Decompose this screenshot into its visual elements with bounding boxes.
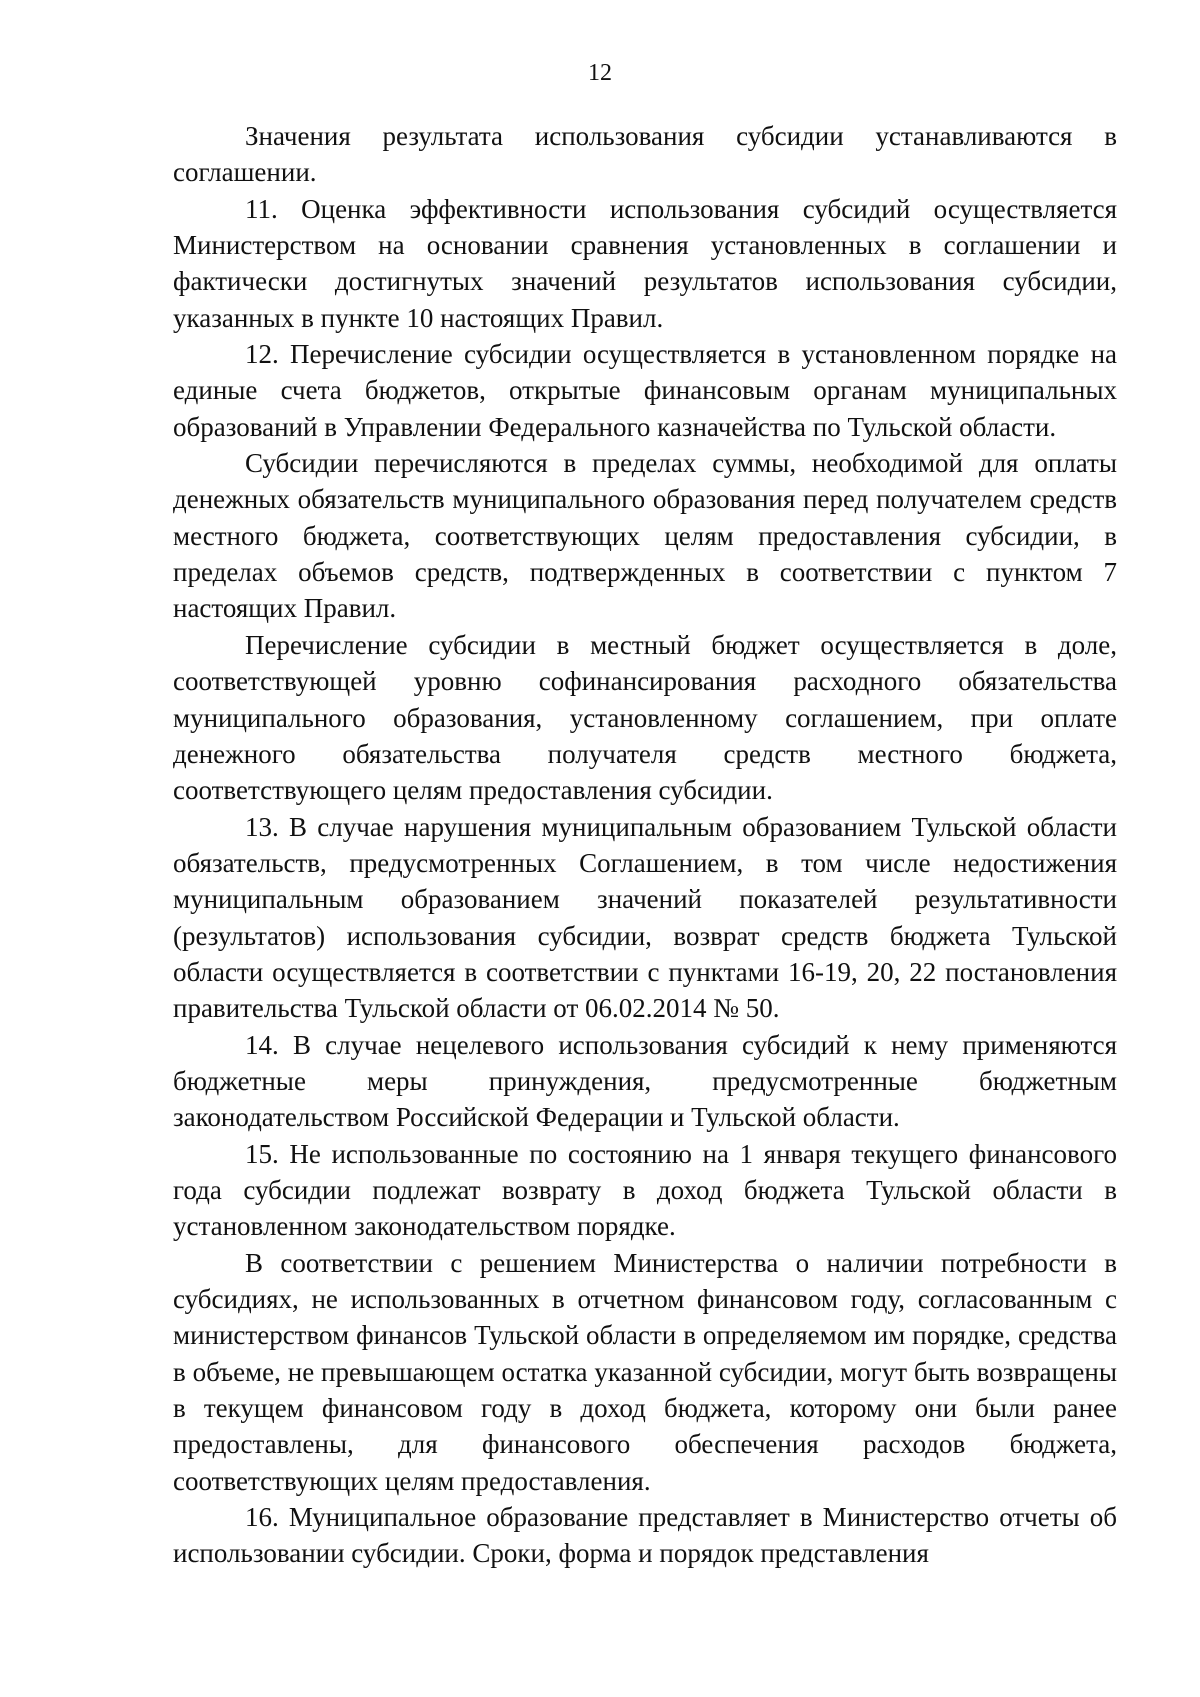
paragraph-result-values: Значения результата использования субсидии устанавливаются в соглашении.	[173, 121, 1117, 188]
paragraph-cofinancing-share: Перечисление субсидии в местный бюджет осуществляется в доле, соответствующей уровню софинансирования расходного обязательства муниципального образования, установленному соглашением, при оплате денежного обязательства получателя средств местного бюджета, соответствующего целям предоставления субсидии.	[173, 629, 1117, 806]
document-body	[173, 118, 1117, 1572]
paragraph-13-violation-refund: 13. В случае нарушения муниципальным образованием Тульской области обязательств, предусмотренных Соглашением, в том числе недостижения муниципальным образованием значений показателей результативности (результатов) использования субсидии, возврат средств бюджета Тульской области осуществляется в соответствии с пунктами 16-19, 20, 22 постановления правительства Тульской области от 06.02.2014 № 50.	[173, 811, 1117, 1024]
paragraph-transfer-limits: Субсидии перечисляются в пределах суммы, необходимой для оплаты денежных обязательств муниципального образования перед получателем средств местного бюджета, соответствующих целям предоставления субсидии, в пределах объемов средств, подтвержденных в соответствии с пунктом 7 настоящих Правил.	[173, 448, 1117, 624]
page-number: 12	[588, 60, 612, 86]
paragraph-14-misuse-measures: 14. В случае нецелевого использования субсидий к нему применяются бюджетные меры принуждения, предусмотренные бюджетным законодательством Российской Федерации и Тульской области.	[173, 1029, 1117, 1133]
paragraph-11-efficiency-evaluation: 11. Оценка эффективности использования субсидий осуществляется Министерством на основании сравнения установленных в соглашении и фактически достигнутых значений результатов использования субсидии, указанных в пункте 10 настоящих Правил.	[173, 193, 1117, 333]
paragraph-15-unused-return: 15. Не использованные по состоянию на 1 января текущего финансового года субсидии подлежат возврату в доход бюджета Тульской области в установленном законодательством порядке.	[173, 1138, 1117, 1242]
paragraph-16-reports: 16. Муниципальное образование представляет в Министерство отчеты об использовании субсидии. Сроки, форма и порядок представления	[173, 1502, 1117, 1569]
paragraph-unused-reallocation: В соответствии с решением Министерства о наличии потребности в субсидиях, не использованных в отчетном финансовом году, согласованным с министерством финансов Тульской области в определяемом им порядке, средства в объеме, не превышающем остатка указанной субсидии, могут быть возвращены в текущем финансовом году в доход бюджета, которому они были ранее предоставлены, для финансового обеспечения расходов бюджета, соответствующих целям предоставления.	[173, 1247, 1117, 1496]
paragraph-12-transfer: 12. Перечисление субсидии осуществляется в установленном порядке на единые счета бюджетов, открытые финансовым органам муниципальных образований в Управлении Федерального казначейства по Тульской области.	[173, 339, 1117, 442]
